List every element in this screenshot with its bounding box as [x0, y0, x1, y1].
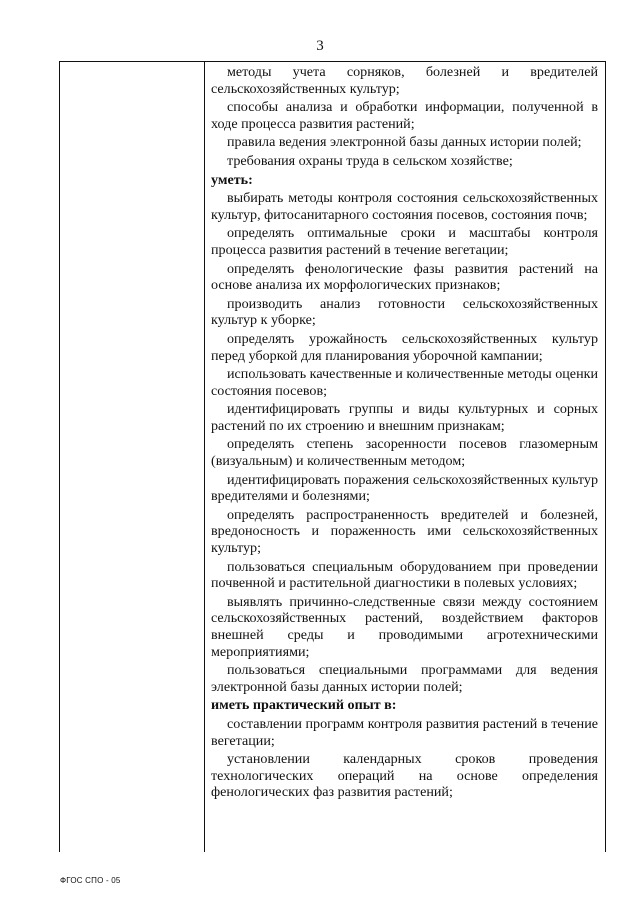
- list-item: пользоваться специальными программами для ведения электронной базы данных истории полей;: [211, 662, 598, 695]
- list-item: правила ведения электронной базы данных истории полей;: [227, 134, 582, 151]
- list-item: выявлять причинно-следственные связи между состоянием сельскохозяйственных растений, воздействием факторов внешней среды и проводимыми агротехническими мероприятиями;: [211, 593, 598, 660]
- list-item: методы учета сорняков, болезней и вредителей сельскохозяйственных культур;: [211, 64, 598, 97]
- list-item: использовать качественные и количественные методы оценки состояния посевов;: [211, 366, 598, 399]
- list-item: определять степень засоренности посевов глазомерным (визуальным) и количественным методом;: [211, 436, 598, 470]
- list-item: идентифицировать группы и виды культурных и сорных растений по их строению и внешним признакам;: [211, 401, 598, 434]
- list-item: пользоваться специальным оборудованием при проведении почвенной и растительной диагностики в полевых условиях;: [211, 558, 598, 592]
- list-item: определять распространенность вредителей и болезней, вредоносность и пораженность ими сельскохозяйственных культур;: [211, 506, 598, 557]
- list-item: выбирать методы контроля состояния сельскохозяйственных культур, фитосанитарного состояния посевов, состояния почв;: [211, 190, 598, 223]
- section-heading: иметь практический опыт в:: [211, 697, 397, 714]
- document-footer: ФГОС СПО - 05: [60, 876, 121, 885]
- list-item: определять фенологические фазы развития растений на основе анализа их морфологических признаков;: [211, 260, 598, 294]
- table-left-column: [60, 62, 205, 852]
- standard-table: [59, 61, 606, 852]
- list-item: установлении календарных сроков проведения технологических операций на основе определения фенологических фаз развития растений;: [211, 751, 598, 801]
- list-item: производить анализ готовности сельскохозяйственных культур к уборке;: [211, 295, 598, 329]
- section-heading: уметь:: [211, 171, 253, 188]
- list-item: составлении программ контроля развития растений в течение вегетации;: [211, 715, 598, 749]
- list-item: определять оптимальные сроки и масштабы контроля процесса развития растений в течение вегетации;: [211, 225, 598, 258]
- list-item: определять урожайность сельскохозяйственных культур перед уборкой для планирования уборочной кампании;: [211, 330, 598, 364]
- list-item: идентифицировать поражения сельскохозяйственных культур вредителями и болезнями;: [211, 471, 598, 505]
- page-number: 3: [316, 38, 324, 54]
- table-right-column: [211, 64, 598, 803]
- list-item: требования охраны труда в сельском хозяйстве;: [227, 152, 513, 169]
- list-item: способы анализа и обработки информации, полученной в ходе процесса развития растений;: [211, 99, 598, 132]
